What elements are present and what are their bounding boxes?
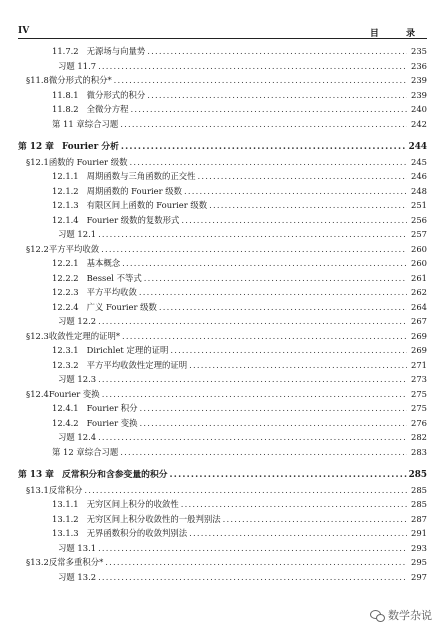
toc-entry xyxy=(18,387,427,402)
toc-entry-title: Bessel 不等式 xyxy=(86,272,142,283)
toc-entry xyxy=(18,372,427,387)
toc-entry-title: 微分形式的积分 xyxy=(86,89,146,100)
toc-entry-page: 295 xyxy=(411,557,427,567)
toc-entry xyxy=(18,271,427,286)
toc-entry-page: 297 xyxy=(411,571,427,582)
toc-entry xyxy=(18,102,427,117)
toc-entry xyxy=(18,526,427,541)
toc-entry-page: 267 xyxy=(411,316,427,326)
toc-entry-number: §13.1 xyxy=(26,484,49,495)
toc-entry-page: 260 xyxy=(411,243,427,254)
toc-entry-title: 无穷区间上积分收敛性的一般判别法 xyxy=(86,513,221,524)
toc-entry-number: 12.3.2 xyxy=(52,359,79,370)
toc-entry xyxy=(18,483,427,498)
toc-entry xyxy=(18,570,427,585)
toc-entry-number: §12.1 xyxy=(26,156,49,167)
toc-entry-title: Dirichlet 定理的证明 xyxy=(86,345,169,355)
dot-leader xyxy=(122,329,407,344)
toc-entry xyxy=(18,59,427,74)
toc-entry-page: 239 xyxy=(411,75,427,85)
toc-entry-title: 函数的 Fourier 级数 xyxy=(48,156,128,167)
toc-entry xyxy=(18,343,427,358)
dot-leader xyxy=(181,497,407,512)
toc-entry xyxy=(18,541,427,556)
toc-entry-page: 275 xyxy=(411,403,427,413)
toc-entry-title: Fourier 级数的复数形式 xyxy=(86,214,180,225)
dot-leader xyxy=(120,117,407,132)
dot-leader xyxy=(223,512,407,527)
toc-entry-title: Fourier 变换 xyxy=(48,388,100,399)
toc-entry-page: 285 xyxy=(411,499,427,509)
toc-entry-number: 12.2.4 xyxy=(52,301,79,312)
toc-entry-title: 收敛性定理的证明* xyxy=(48,330,121,341)
toc-entry xyxy=(18,430,427,445)
toc-entry xyxy=(18,184,427,199)
dot-leader xyxy=(147,44,407,59)
toc-entry-page: 240 xyxy=(411,104,427,114)
toc-entry-title: 习题 13.2 xyxy=(58,571,97,582)
toc-entry-page: 264 xyxy=(411,301,427,312)
toc-entry-number: 11.8.1 xyxy=(52,89,79,100)
toc-entry-page: 235 xyxy=(411,46,427,56)
dot-leader xyxy=(170,468,407,483)
toc-entry-page: 271 xyxy=(411,359,427,370)
dot-leader xyxy=(98,227,407,242)
toc-entry xyxy=(18,358,427,373)
dot-leader xyxy=(114,73,407,88)
toc-entry-number: 12.2.2 xyxy=(52,272,79,283)
toc-entry-title: 有限区间上函数的 Fourier 级数 xyxy=(86,200,208,210)
dot-leader xyxy=(129,155,407,170)
toc-entry-title: 平方平均收敛 xyxy=(48,243,100,254)
toc-entry-number: 12.1.3 xyxy=(52,200,79,210)
toc-entry xyxy=(18,497,427,512)
toc-entry-title: 习题 13.1 xyxy=(58,542,97,553)
toc-entry xyxy=(18,329,427,344)
toc-entry-title: 全微分方程 xyxy=(86,104,129,114)
toc-entry-title: 无源场与向量势 xyxy=(86,46,146,56)
toc-entry-number: 12.1.1 xyxy=(52,171,79,181)
toc-entry-title: 平方平均收敛性定理的证明 xyxy=(86,359,188,370)
toc-entry xyxy=(18,44,427,59)
toc-entry xyxy=(18,117,427,132)
toc-entry-page: 260 xyxy=(411,258,427,268)
toc-entry-number: §13.2 xyxy=(26,557,49,567)
toc-entry xyxy=(18,213,427,228)
running-title: 目 录 xyxy=(369,29,427,39)
dot-leader xyxy=(98,314,407,329)
page-number: IV xyxy=(18,26,30,36)
toc-entry-page: 273 xyxy=(411,374,427,384)
dot-leader xyxy=(122,256,407,271)
toc-entry xyxy=(18,468,427,483)
wechat-icon xyxy=(370,609,384,621)
toc-entry-title: 反常积分 xyxy=(48,484,83,495)
dot-leader xyxy=(131,102,407,117)
toc-entry-page: 244 xyxy=(408,142,427,152)
dot-leader xyxy=(147,88,407,103)
toc-entry-page: 285 xyxy=(411,484,427,495)
dot-leader xyxy=(98,59,407,74)
dot-leader xyxy=(139,401,407,416)
toc-entry-number: 第 12 章 xyxy=(18,142,54,152)
toc-entry xyxy=(18,169,427,184)
toc-entry-title: 无界函数积分的收敛判别法 xyxy=(86,528,188,538)
toc-entry-number: 12.4.1 xyxy=(52,403,79,413)
dot-leader xyxy=(144,271,407,286)
toc-entry-page: 248 xyxy=(411,185,427,196)
toc-entry-title: 周期函数与三角函数的正交性 xyxy=(86,171,196,181)
toc-entry-number: 11.7.2 xyxy=(52,46,79,56)
toc-entry-page: 236 xyxy=(411,60,427,71)
toc-entry-title: 广义 Fourier 级数 xyxy=(86,301,157,312)
toc-entry xyxy=(18,140,427,155)
toc-entry xyxy=(18,155,427,170)
toc-entry-page: 285 xyxy=(408,470,427,480)
toc-entry-page: 262 xyxy=(411,287,427,297)
toc-entry-number: 12.1.4 xyxy=(52,214,79,225)
toc-entry-number: 11.8.2 xyxy=(52,104,79,114)
toc-entry-page: 283 xyxy=(411,446,427,457)
toc-entry xyxy=(18,314,427,329)
toc-entry-number: 12.3.1 xyxy=(52,345,79,355)
dot-leader xyxy=(159,300,407,315)
toc-entry-number: 13.1.3 xyxy=(52,528,79,538)
toc-entry xyxy=(18,401,427,416)
toc-entry-page: 269 xyxy=(411,345,427,355)
toc-entry-page: 251 xyxy=(411,200,427,210)
dot-leader xyxy=(139,285,407,300)
dot-leader xyxy=(170,343,407,358)
watermark xyxy=(367,606,435,624)
toc-entry-number: §12.3 xyxy=(26,330,49,341)
dot-leader xyxy=(198,169,407,184)
toc-entry-page: 282 xyxy=(411,432,427,442)
toc-entry-title: 无穷区间上积分的收敛性 xyxy=(86,499,179,509)
dot-leader xyxy=(101,242,407,257)
watermark-text: 数学杂说 xyxy=(388,609,432,622)
dot-leader xyxy=(105,555,407,570)
toc-entry-page: 242 xyxy=(411,118,427,129)
toc-entry xyxy=(18,285,427,300)
toc-entry-number: 12.2.3 xyxy=(52,287,79,297)
dot-leader xyxy=(98,372,407,387)
toc-entry-page: 291 xyxy=(411,528,427,538)
dot-leader xyxy=(189,358,407,373)
dot-leader xyxy=(184,184,407,199)
toc-entry-title: 习题 11.7 xyxy=(58,60,97,71)
dot-leader xyxy=(139,416,407,431)
toc-entry-page: 269 xyxy=(411,330,427,341)
dot-leader xyxy=(98,570,407,585)
toc-entry-page: 246 xyxy=(411,171,427,181)
dot-leader xyxy=(209,198,407,213)
dot-leader xyxy=(181,213,407,228)
toc-entry xyxy=(18,416,427,431)
toc-entry-page: 256 xyxy=(411,214,427,225)
page-header xyxy=(18,26,427,39)
toc-entry-number: 12.4.2 xyxy=(52,417,79,428)
dot-leader xyxy=(120,445,407,460)
toc-entry-number: §12.4 xyxy=(26,388,49,399)
toc-entry xyxy=(18,445,427,460)
toc-entry xyxy=(18,512,427,527)
dot-leader xyxy=(102,387,407,402)
toc-entry-title: 微分形式的积分* xyxy=(48,75,112,85)
toc-entry xyxy=(18,198,427,213)
toc-entry xyxy=(18,242,427,257)
toc-entry-title: 习题 12.2 xyxy=(58,316,97,326)
toc-entry-title: 习题 12.1 xyxy=(58,229,97,239)
toc-entry-title: 反常多重积分* xyxy=(48,557,104,567)
toc-entry-page: 276 xyxy=(411,417,427,428)
table-of-contents xyxy=(18,44,427,584)
toc-entry-number: 13.1.1 xyxy=(52,499,79,509)
toc-entry-number: 12.1.2 xyxy=(52,185,79,196)
dot-leader xyxy=(121,140,407,155)
toc-entry-title: 周期函数的 Fourier 级数 xyxy=(86,185,183,196)
toc-entry-page: 293 xyxy=(411,542,427,553)
dot-leader xyxy=(84,483,407,498)
toc-entry-number: 12.2.1 xyxy=(52,258,79,268)
toc-entry-page: 257 xyxy=(411,229,427,239)
toc-entry xyxy=(18,88,427,103)
toc-entry-title: 基本概念 xyxy=(86,258,121,268)
toc-entry-title: 反常积分和含参变量的积分 xyxy=(61,470,168,480)
toc-entry-page: 239 xyxy=(411,89,427,100)
dot-leader xyxy=(189,526,407,541)
toc-entry-title: 习题 12.3 xyxy=(58,374,97,384)
toc-entry-title: 平方平均收敛 xyxy=(86,287,137,297)
toc-entry-title: 习题 12.4 xyxy=(58,432,97,442)
toc-entry-number: §11.8 xyxy=(26,75,49,85)
toc-entry xyxy=(18,73,427,88)
toc-entry-title: Fourier 分析 xyxy=(61,142,119,152)
toc-entry-title: 第 12 章综合习题 xyxy=(52,446,119,457)
toc-entry xyxy=(18,555,427,570)
toc-entry-number: §12.2 xyxy=(26,243,49,254)
toc-entry-title: Fourier 积分 xyxy=(86,403,138,413)
toc-entry-page: 245 xyxy=(411,156,427,167)
toc-entry xyxy=(18,227,427,242)
toc-entry xyxy=(18,256,427,271)
toc-entry xyxy=(18,300,427,315)
toc-entry-page: 261 xyxy=(411,272,427,283)
toc-entry-number: 13.1.2 xyxy=(52,513,79,524)
toc-entry-page: 287 xyxy=(411,513,427,524)
toc-entry-title: 第 11 章综合习题 xyxy=(52,118,119,129)
dot-leader xyxy=(98,541,407,556)
toc-entry-page: 275 xyxy=(411,388,427,399)
toc-entry-title: Fourier 变换 xyxy=(86,417,138,428)
toc-entry-number: 第 13 章 xyxy=(18,470,54,480)
dot-leader xyxy=(98,430,407,445)
